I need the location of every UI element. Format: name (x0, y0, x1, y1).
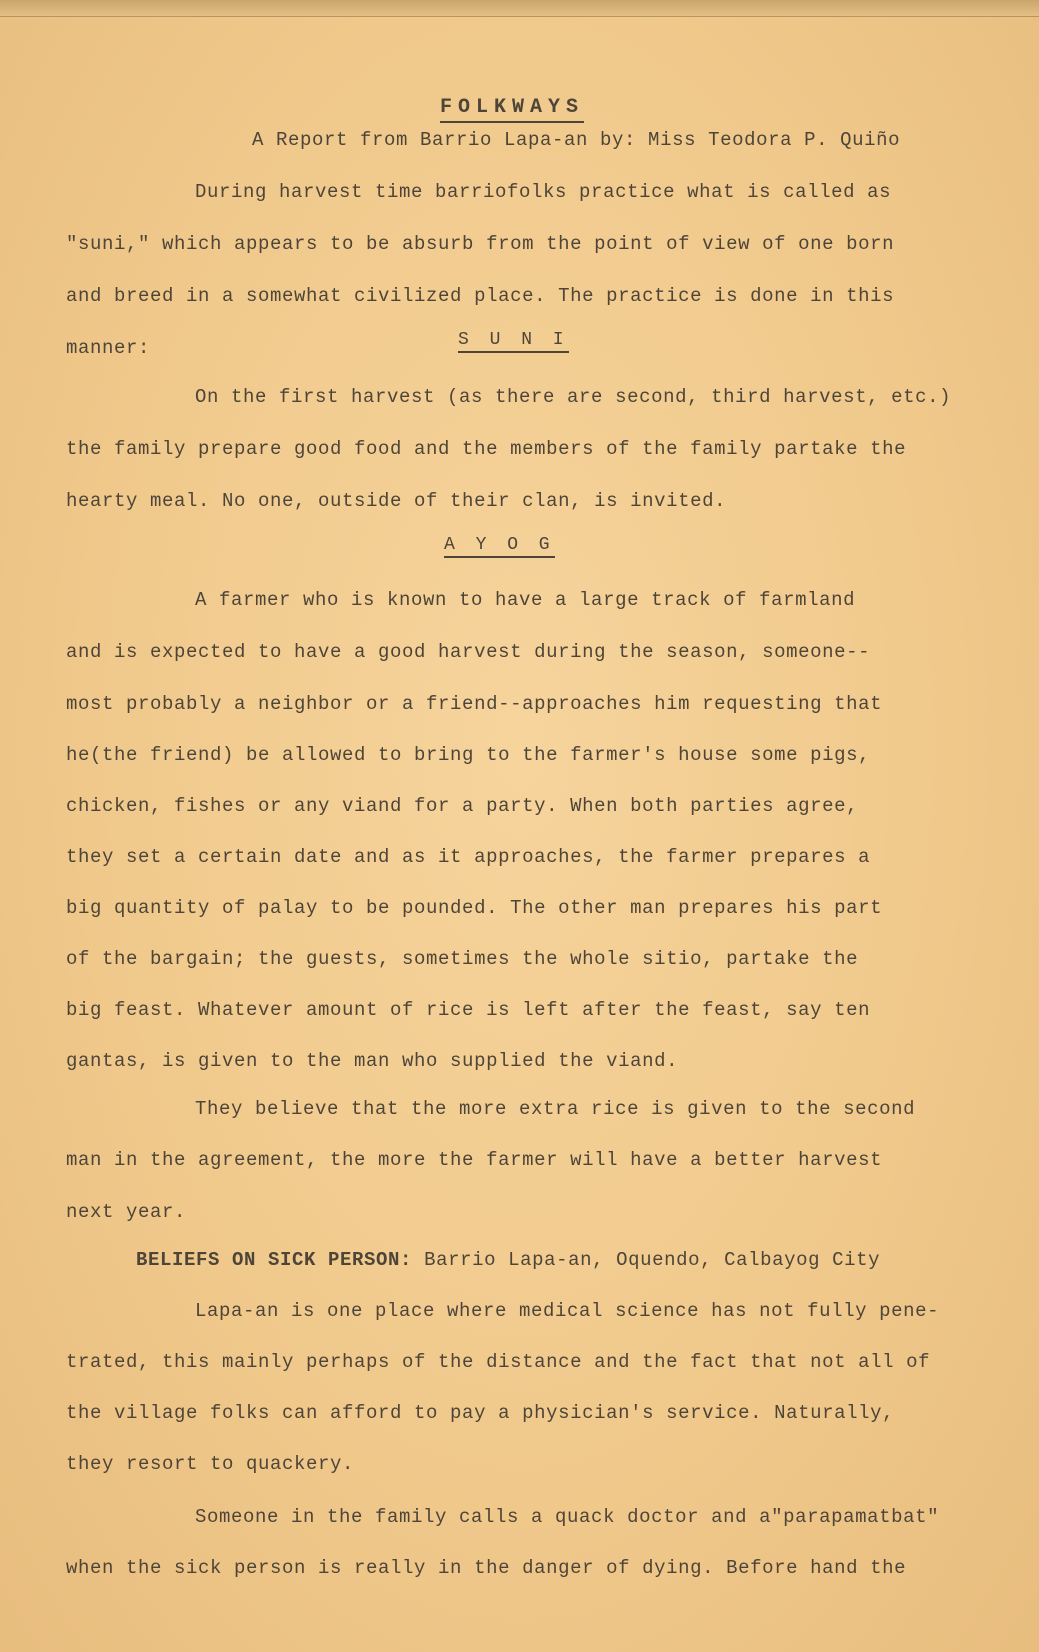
paragraph-line: and breed in a somewhat civilized place. The practice is done in this (66, 285, 895, 307)
paragraph-line: "suni," which appears to be absurb from the point of view of one born (66, 233, 895, 255)
paragraph-line: A farmer who is known to have a large track of farmland (195, 589, 856, 611)
paragraph-line: trated, this mainly perhaps of the distance and the fact that not all of (66, 1351, 931, 1373)
paragraph-line: chicken, fishes or any viand for a party. When both parties agree, (66, 795, 859, 817)
paragraph-line: They believe that the more extra rice is given to the second (195, 1098, 916, 1120)
paper-top-edge (0, 0, 1039, 17)
paragraph-line: big quantity of palay to be pounded. The other man prepares his part (66, 897, 883, 919)
beliefs-heading: BELIEFS ON SICK PERSON: (136, 1249, 413, 1271)
paragraph-line: next year. (66, 1201, 187, 1223)
paragraph-line: big feast. Whatever amount of rice is left after the feast, say ten (66, 999, 871, 1021)
paragraph-line: hearty meal. No one, outside of their clan, is invited. (66, 490, 727, 512)
beliefs-section-line (136, 1248, 880, 1272)
paragraph-line: gantas, is given to the man who supplied the viand. (66, 1050, 679, 1072)
paragraph-line: manner: (66, 337, 151, 359)
section-heading-suni: S U N I (458, 329, 569, 353)
paragraph-line: and is expected to have a good harvest during the season, someone-- (66, 641, 871, 663)
paragraph-line: During harvest time barriofolks practice what is called as (195, 181, 892, 203)
paragraph-line: the village folks can afford to pay a physician's service. Naturally, (66, 1402, 895, 1424)
paragraph-line: they set a certain date and as it approaches, the farmer prepares a (66, 846, 871, 868)
paragraph-line: of the bargain; the guests, sometimes the whole sitio, partake the (66, 948, 859, 970)
paragraph-line: the family prepare good food and the members of the family partake the (66, 438, 907, 460)
paragraph-line: most probably a neighbor or a friend--approaches him requesting that (66, 693, 883, 715)
report-byline: A Report from Barrio Lapa-an by: Miss Teodora P. Quiño (252, 129, 901, 151)
section-heading-ayog: A Y O G (444, 534, 555, 558)
paragraph-line: On the first harvest (as there are second, third harvest, etc.) (195, 386, 952, 408)
paragraph-line: he(the friend) be allowed to bring to the farmer's house some pigs, (66, 744, 871, 766)
beliefs-location: Barrio Lapa-an, Oquendo, Calbayog City (424, 1249, 881, 1271)
paragraph-line: Someone in the family calls a quack doctor and a"parapamatbat" (195, 1506, 940, 1528)
page-title: FOLKWAYS (440, 95, 584, 123)
paragraph-line: they resort to quackery. (66, 1453, 355, 1475)
paragraph-line: man in the agreement, the more the farmer will have a better harvest (66, 1149, 883, 1171)
paragraph-line: when the sick person is really in the danger of dying. Before hand the (66, 1557, 907, 1579)
paragraph-line: Lapa-an is one place where medical science has not fully pene- (195, 1300, 940, 1322)
